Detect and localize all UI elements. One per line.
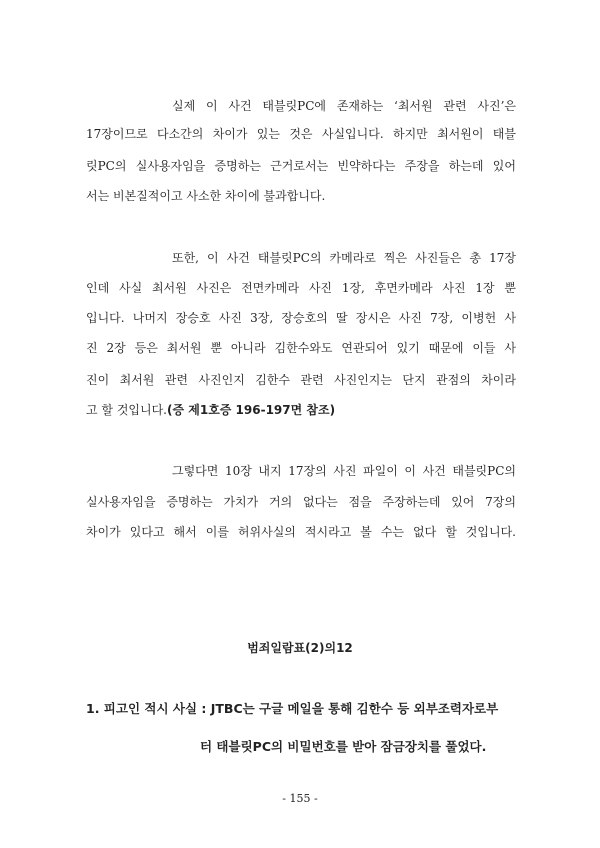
page-number: - 155 - bbox=[282, 792, 318, 805]
paragraph-3-line-1: 그렇다면 10장 내지 17장의 사진 파일이 이 사건 태블릿PC의 bbox=[172, 464, 516, 478]
fact-line-1 bbox=[86, 700, 498, 718]
paragraph-2-line-5: 진이 최서원 관련 사진인지 김한수 관련 사진인지는 단지 관점의 차이라 bbox=[86, 373, 516, 387]
paragraph-1-line-3: 릿PC의 실사용자임을 증명하는 근거로서는 빈약하다는 주장을 하는데 있어 bbox=[86, 159, 516, 173]
paragraph-3-line-2: 실사용자임을 증명하는 가치가 거의 없다는 점을 주장하는데 있어 7장의 bbox=[86, 495, 516, 509]
paragraph-2-line-6 bbox=[86, 402, 516, 418]
paragraph-2-line-1: 또한, 이 사건 태블릿PC의 카메라로 찍은 사진들은 총 17장 bbox=[172, 251, 516, 265]
paragraph-1-line-1: 실제 이 사건 태블릿PC에 존재하는 ‘최서원 관련 사진’은 bbox=[172, 99, 516, 113]
paragraph-1-line-2: 17장이므로 다소간의 차이가 있는 것은 사실입니다. 하지만 최서원이 태블 bbox=[86, 127, 516, 141]
section-title: 범죄일람표(2)의12 bbox=[247, 641, 353, 655]
paragraph-3-line-3: 차이가 있다고 해서 이를 허위사실의 적시라고 볼 수는 없다 할 것입니다. bbox=[86, 525, 516, 539]
paragraph-1-line-4: 서는 비본질적이고 사소한 차이에 불과합니다. bbox=[86, 189, 326, 203]
fact-label: 1. 피고인 적시 사실 : bbox=[86, 701, 207, 716]
fact-line-2: 터 태블릿PC의 비밀번호를 받아 잠금장치를 풀었다. bbox=[200, 739, 487, 754]
paragraph-2-line-6-text: 고 할 것입니다. bbox=[86, 403, 167, 417]
evidence-reference: (증 제1호증 196-197면 참조) bbox=[167, 403, 336, 417]
paragraph-2-line-4: 진 2장 등은 최서원 뿐 아니라 김한수와도 연관되어 있기 때문에 이들 사 bbox=[86, 341, 516, 355]
fact-text-1: JTBC는 구글 메일을 통해 김한수 등 외부조력자로부 bbox=[210, 701, 499, 716]
paragraph-2-line-2: 인데 사실 최서원 사진은 전면카메라 사진 1장, 후면카메라 사진 1장 뿐 bbox=[86, 281, 516, 295]
paragraph-2-line-3: 입니다. 나머지 장승호 사진 3장, 장승호의 딸 장시은 사진 7장, 이병헌 사 bbox=[86, 311, 516, 325]
